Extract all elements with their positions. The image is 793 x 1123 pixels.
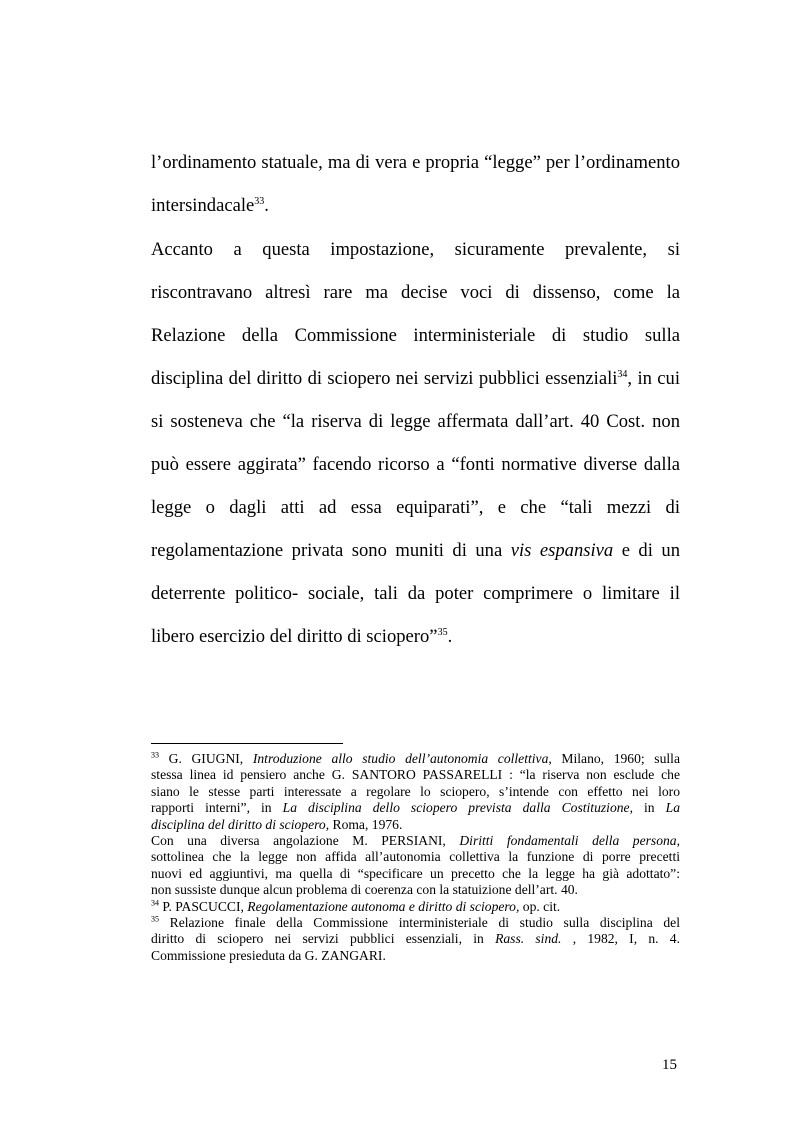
body-text: , in cui (627, 368, 680, 389)
footnote-33-line-1 (151, 751, 680, 767)
footnote-separator (151, 743, 343, 744)
body-line-4: riscontravano altresì rare ma decise voci di dissenso, come la (151, 282, 680, 303)
fn-text: Con una diversa angolazione M. PERSIANI, (151, 832, 460, 848)
footnote-35-line-2 (151, 931, 680, 947)
fn-text: P. PASCUCCI, (159, 898, 248, 914)
body-line-5: Relazione della Commissione interministeriale di studio sulla (151, 325, 680, 346)
body-line-6 (151, 368, 680, 390)
footnote-33-line-6 (151, 833, 680, 849)
footnote-number-34: 34 (151, 897, 159, 907)
footnote-ref-33[interactable]: 33 (254, 195, 265, 207)
fn-italic: Introduzione allo studio dell’autonomia collettiva (252, 751, 549, 766)
footnote-33-line-9: non sussiste dunque alcun problema di coerenza con la statuizione dell’art. 40. (151, 882, 578, 898)
body-text: . (264, 195, 269, 216)
fn-text: diritto di sciopero nei servizi pubblici essenziali, in (151, 931, 496, 947)
italic-text: vis espansiva (510, 540, 614, 561)
page-number: 15 (662, 1057, 677, 1073)
fn-italic: Diritti fondamentali della persona (459, 832, 677, 848)
fn-text: op. cit. (519, 898, 561, 914)
fn-italic: Regolamentazione autonoma e diritto di sciopero, (247, 898, 520, 914)
fn-text: , (676, 832, 680, 848)
fn-text: rapporti interni”, in (151, 800, 283, 816)
footnote-33-line-5 (151, 817, 680, 833)
fn-text: Relazione finale della Commissione interministeriale di studio sulla disciplina del (159, 914, 680, 930)
footnote-33-line-4 (151, 800, 680, 816)
footnote-number-33: 33 (151, 750, 159, 760)
body-text: intersindacale (151, 195, 255, 216)
footnote-33-line-7: sottolinea che la legge non affida all’autonomia collettiva la funzione di porre precetti (151, 849, 680, 865)
fn-italic: La disciplina dello sciopero prevista dalla Costituzione (282, 800, 630, 816)
body-text: . (447, 626, 453, 647)
body-text: e di un (613, 540, 680, 561)
fn-text: , 1982, I, n. 4. (561, 931, 680, 947)
fn-text: , Milano, 1960; sulla (548, 751, 680, 766)
footnote-ref-35[interactable]: 35 (437, 626, 448, 638)
fn-text: , in (629, 800, 666, 816)
body-line-9: legge o dagli atti ad essa equiparati”, e che “tali mezzi di (151, 497, 680, 518)
footnote-35-line-3: Commissione presieduta da G. ZANGARI. (151, 947, 386, 963)
body-line-12 (151, 626, 680, 648)
footnote-ref-34[interactable]: 34 (617, 368, 628, 380)
body-text: disciplina del diritto di sciopero nei servizi pubblici essenziali (151, 368, 618, 389)
footnote-35-line-1 (151, 915, 680, 931)
footnote-33-line-8: nuovi ed aggiuntivi, ma quella di “specificare un precetto che la legge ha già adottato”: (151, 865, 680, 881)
footnote-33-line-2: stessa linea id pensiero anche G. SANTORO PASSARELLI : “la riserva non esclude che (151, 767, 680, 783)
body-line-2 (151, 195, 680, 217)
footnote-number-35: 35 (151, 914, 159, 924)
fn-italic: disciplina del diritto di sciopero (151, 816, 326, 832)
fn-italic: Rass. sind. (495, 931, 562, 947)
body-line-3: Accanto a questa impostazione, sicuramente prevalente, si (151, 239, 680, 260)
fn-text: G. GIUGNI, (159, 751, 253, 766)
body-line-7: si sosteneva che “la riserva di legge affermata dall’art. 40 Cost. non (151, 411, 680, 432)
body-text: regolamentazione privata sono muniti di una (151, 540, 511, 561)
footnote-33-line-3: siano le stesse parti interessate a regolare lo sciopero, s’intende con effetto nei loro (151, 783, 680, 799)
body-line-1: l’ordinamento statuale, ma di vera e propria “legge” per l’ordinamento (151, 152, 680, 173)
footnotes (151, 751, 680, 964)
body-line-10 (151, 540, 680, 562)
fn-italic: La (665, 800, 680, 816)
body-line-8: può essere aggirata” facendo ricorso a “fonti normative diverse dalla (151, 454, 680, 475)
body-line-11: deterrente politico- sociale, tali da poter comprimere o limitare il (151, 583, 680, 604)
fn-text: , Roma, 1976. (325, 816, 403, 832)
footnote-34 (151, 899, 680, 915)
body-text: libero esercizio del diritto di sciopero” (151, 626, 438, 647)
